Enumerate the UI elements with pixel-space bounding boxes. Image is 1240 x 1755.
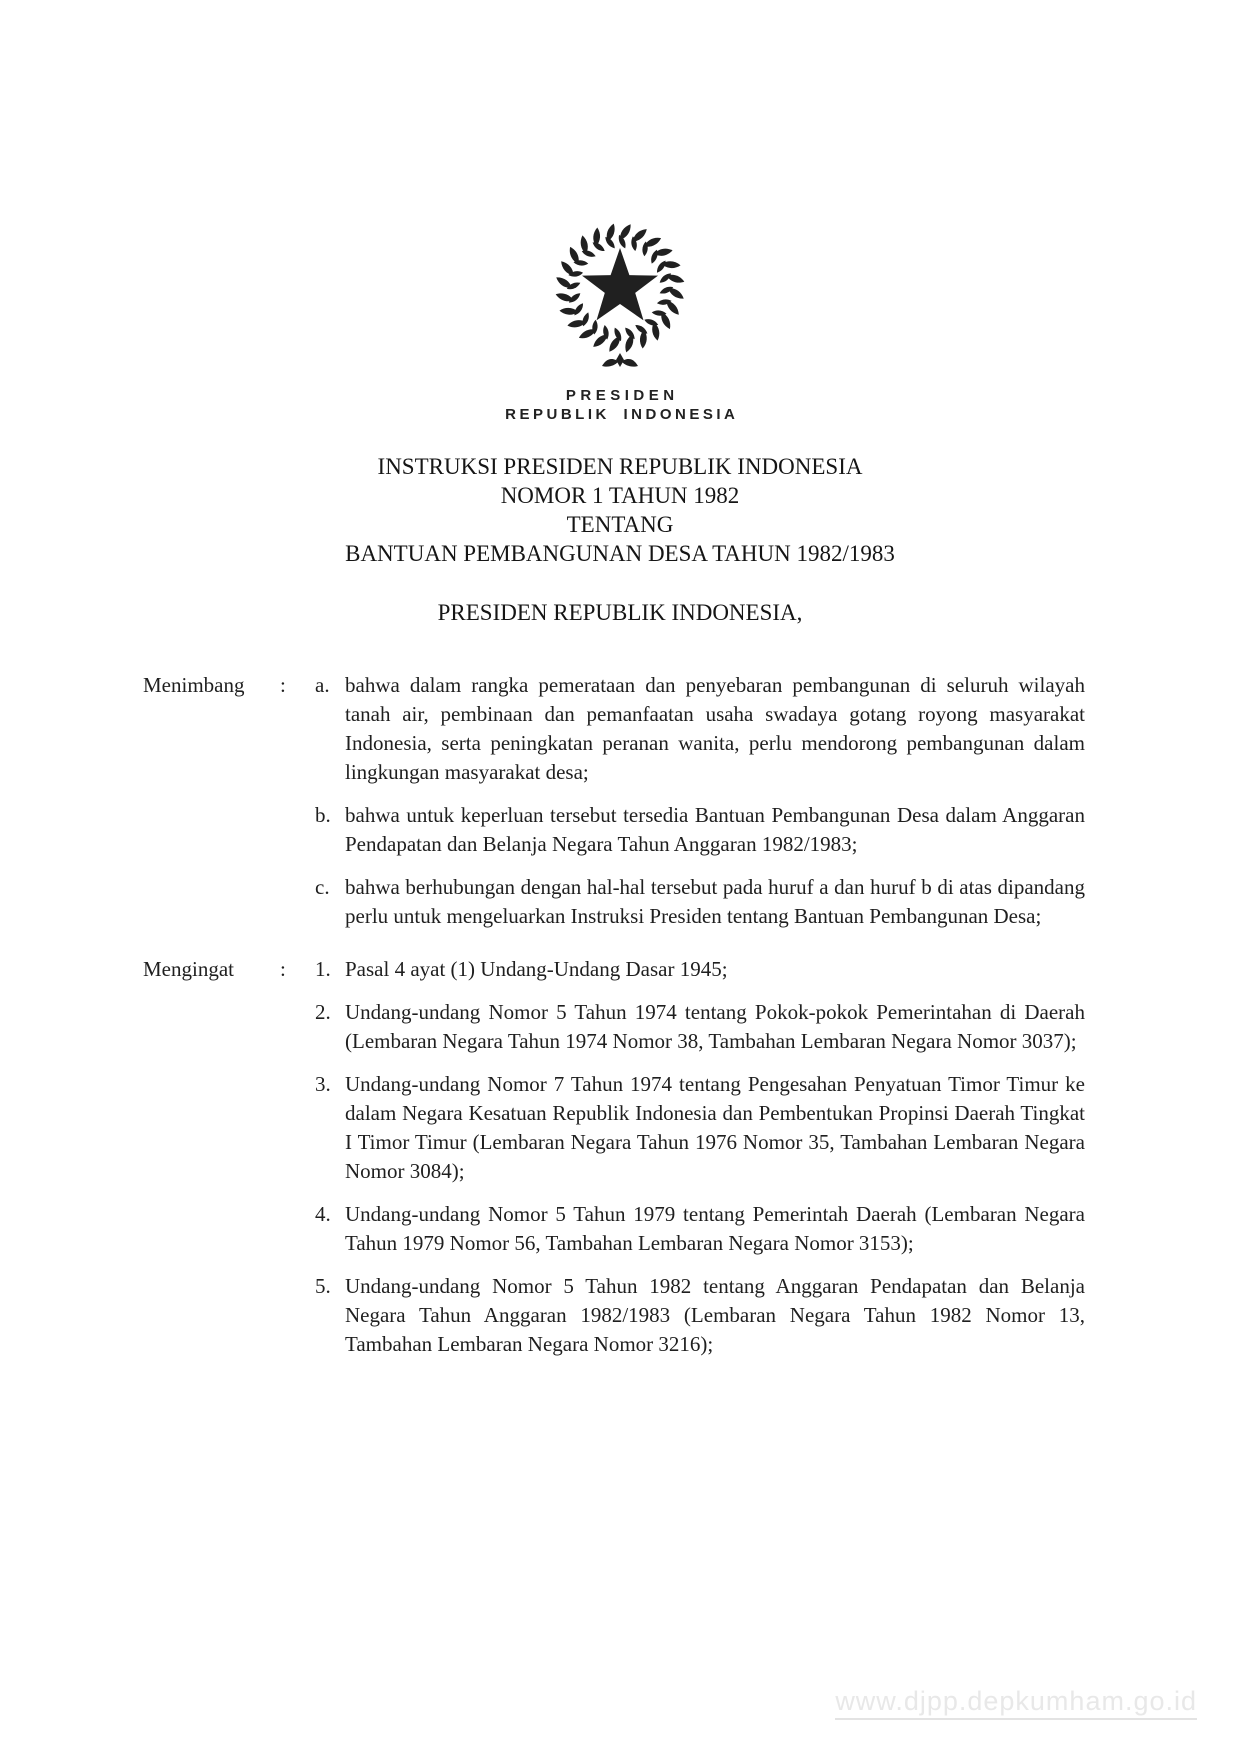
item-marker: 3.: [315, 1072, 331, 1096]
list-item: [315, 801, 1085, 859]
section-mengingat: [143, 955, 1085, 1359]
section-colon: :: [280, 957, 286, 981]
title-instruksi-line: INSTRUKSI PRESIDEN REPUBLIK INDONESIA: [377, 454, 863, 479]
item-marker: c.: [315, 875, 330, 899]
item-text: Undang-undang Nomor 5 Tahun 1982 tentang Anggaran Pendapatan dan Belanja Negara Tahun Anggaran 1982/1983 (Lembaran Negara Tahun 1982 Nomor 13, Tambahan Lembaran Negara Nomor 3216);: [345, 1274, 1085, 1356]
item-text: bahwa berhubungan dengan hal-hal tersebut pada huruf a dan huruf b di atas dipandang perlu untuk mengeluarkan Instruksi Presiden tentang Bantuan Pembangunan Desa;: [345, 875, 1085, 928]
document-title: [0, 452, 1240, 568]
item-marker: 1.: [315, 957, 331, 981]
item-marker: 5.: [315, 1274, 331, 1298]
list-item: [315, 998, 1085, 1056]
item-text: Pasal 4 ayat (1) Undang-Undang Dasar 1945;: [345, 957, 728, 981]
list-item: [315, 1272, 1085, 1359]
section-menimbang: [143, 671, 1085, 931]
item-text: bahwa untuk keperluan tersebut tersedia Bantuan Pembangunan Desa dalam Anggaran Pendapatan dan Belanja Negara Tahun Anggaran 1982/1983;: [345, 803, 1085, 856]
title-tentang-line: TENTANG: [566, 512, 674, 537]
item-text: Undang-undang Nomor 5 Tahun 1974 tentang Pokok-pokok Pemerintahan di Daerah (Lembaran Negara Tahun 1974 Nomor 38, Tambahan Lembaran Negara Nomor 3037);: [345, 1000, 1085, 1053]
item-marker: b.: [315, 803, 331, 827]
list-item: [315, 671, 1085, 787]
section-label: Menimbang: [143, 673, 245, 697]
item-text: bahwa dalam rangka pemerataan dan penyebaran pembangunan di seluruh wilayah tanah air, pembinaan dan pemanfaatan usaha swadaya gotang royong masyarakat Indonesia, serta peningkatan peranan wanita, perlu mendorong pembangunan dalam lingkungan masyarakat desa;: [345, 673, 1085, 784]
letterhead: [0, 386, 1240, 424]
section-label: Mengingat: [143, 957, 234, 981]
item-marker: 4.: [315, 1202, 331, 1226]
star-wreath-emblem-icon: [545, 210, 695, 370]
list-item: [315, 955, 1085, 984]
star-icon: [582, 248, 658, 320]
watermark-url: www.djpp.depkumham.go.id: [835, 1688, 1197, 1720]
list-item: [315, 1070, 1085, 1186]
item-marker: a.: [315, 673, 330, 697]
title-subject-line: BANTUAN PEMBANGUNAN DESA TAHUN 1982/1983: [345, 541, 895, 566]
list-item: [315, 873, 1085, 931]
item-marker: 2.: [315, 1000, 331, 1024]
section-colon: :: [280, 673, 286, 697]
preamble-opening: PRESIDEN REPUBLIK INDONESIA,: [437, 600, 803, 625]
title-nomor-line: NOMOR 1 TAHUN 1982: [500, 483, 740, 508]
item-text: Undang-undang Nomor 5 Tahun 1979 tentang Pemerintah Daerah (Lembaran Negara Tahun 1979 Nomor 56, Tambahan Lembaran Negara Nomor 3153);: [345, 1202, 1085, 1255]
item-text: Undang-undang Nomor 7 Tahun 1974 tentang Pengesahan Penyatuan Timor Timur ke dalam Negara Kesatuan Republik Indonesia dan Pembentukan Propinsi Daerah Tingkat I Timor Timur (Lembaran Negara Tahun 1976 Nomor 35, Tambahan Lembaran Negara Nomor 3084);: [345, 1072, 1085, 1183]
letterhead-republik-indonesia: REPUBLIK INDONESIA: [505, 406, 739, 423]
list-item: [315, 1200, 1085, 1258]
letterhead-presiden: PRESIDEN: [565, 387, 679, 404]
